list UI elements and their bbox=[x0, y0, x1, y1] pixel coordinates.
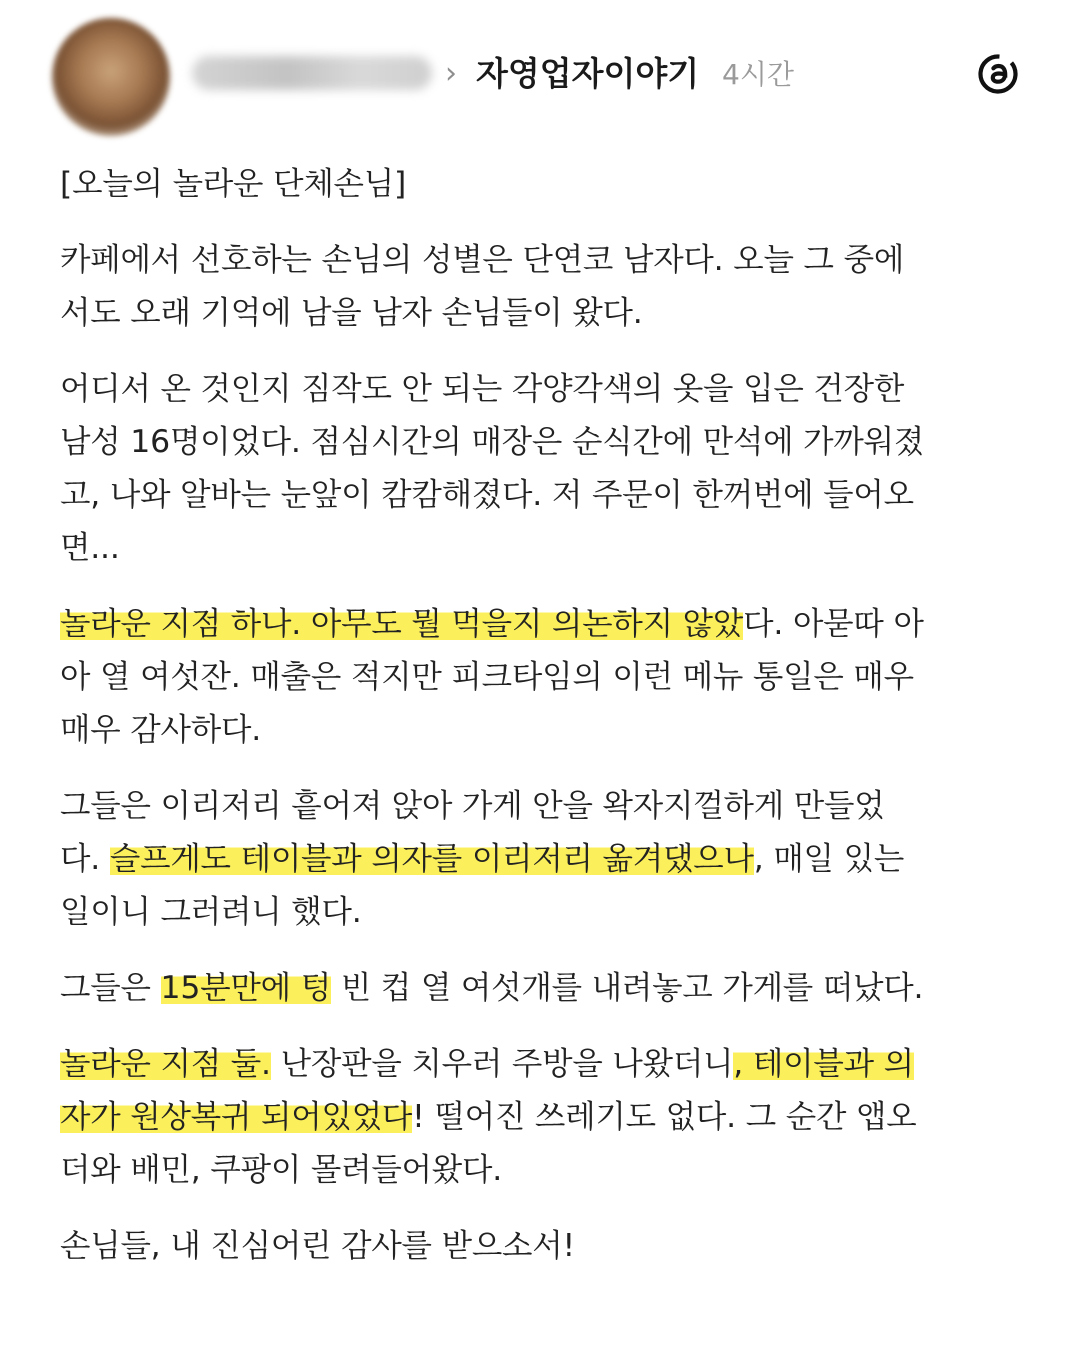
post-text: 손님들, 내 진심어린 감사를 받으소서! bbox=[60, 1228, 575, 1264]
post-text: 빈 컵 열 여섯개를 내려놓고 가게를 떠났다. bbox=[330, 970, 924, 1006]
avatar[interactable] bbox=[52, 18, 170, 136]
post-paragraph bbox=[60, 234, 1035, 340]
chevron-right-icon: › bbox=[445, 56, 457, 91]
post-text: 어디서 온 것인지 짐작도 안 되는 각양각색의 옷을 입은 건장한 bbox=[60, 371, 905, 407]
post-text: 매우 감사하다. bbox=[60, 712, 262, 748]
post-text: [오늘의 놀라운 단체손님] bbox=[60, 166, 407, 202]
post-time: 4시간 bbox=[722, 58, 794, 91]
post-text: 카페에서 선호하는 손님의 성별은 단연코 남자다. 오늘 그 중에 bbox=[60, 242, 905, 278]
highlighted-text: 슬프게도 테이블과 의자를 이리저리 옮겨댔으나 bbox=[109, 841, 754, 877]
post-text: ! 떨어진 쓰레기도 없다. 그 순간 앱오 bbox=[412, 1099, 917, 1135]
post-text: 더와 배민, 쿠팡이 몰려들어왔다. bbox=[60, 1152, 503, 1188]
post-paragraph bbox=[60, 1220, 1035, 1273]
post-text: 그들은 bbox=[60, 970, 161, 1006]
highlighted-text: , 테이블과 의 bbox=[733, 1046, 914, 1082]
threads-icon[interactable] bbox=[976, 52, 1020, 96]
post-paragraph bbox=[60, 780, 1035, 939]
highlighted-text: 자가 원상복귀 되어있었다 bbox=[60, 1099, 413, 1135]
post-text: , 매일 있는 bbox=[753, 841, 905, 877]
highlighted-text: 놀라운 지점 둘. bbox=[60, 1046, 271, 1082]
post-text: 난장판을 치우러 주방을 나왔더니 bbox=[270, 1046, 734, 1082]
post-paragraph bbox=[60, 363, 1035, 575]
post-paragraph bbox=[60, 598, 1035, 757]
post-header bbox=[0, 0, 1080, 140]
post-text: 일이니 그러려니 했다. bbox=[60, 894, 362, 930]
post-paragraph bbox=[60, 1038, 1035, 1197]
post-paragraph bbox=[60, 962, 1035, 1015]
highlighted-text: 놀라운 지점 하나. 아무도 뭘 먹을지 의논하지 않았 bbox=[60, 606, 744, 642]
post-text: 다. bbox=[60, 841, 110, 877]
post-text: 서도 오래 기억에 남을 남자 손님들이 왔다. bbox=[60, 295, 643, 331]
post-text: 그들은 이리저리 흩어져 앉아 가게 안을 왁자지껄하게 만들었 bbox=[60, 788, 885, 824]
post-text: 아 열 여섯잔. 매출은 적지만 피크타임의 이런 메뉴 통일은 매우 bbox=[60, 659, 914, 695]
post-text: 고, 나와 알바는 눈앞이 캄캄해졌다. 저 주문이 한꺼번에 들어오 bbox=[60, 477, 914, 513]
post-text: 다. 아묻따 아 bbox=[743, 606, 924, 642]
community-name[interactable]: 자영업자이야기 bbox=[476, 54, 700, 93]
post-text: 면... bbox=[60, 530, 120, 566]
highlighted-text: 15분만에 텅 bbox=[160, 970, 331, 1006]
post-paragraph bbox=[60, 158, 1035, 211]
post-body bbox=[60, 158, 1035, 1296]
post-text: 남성 16명이었다. 점심시간의 매장은 순식간에 만석에 가까워졌 bbox=[60, 424, 925, 460]
username-blurred[interactable] bbox=[192, 56, 432, 90]
